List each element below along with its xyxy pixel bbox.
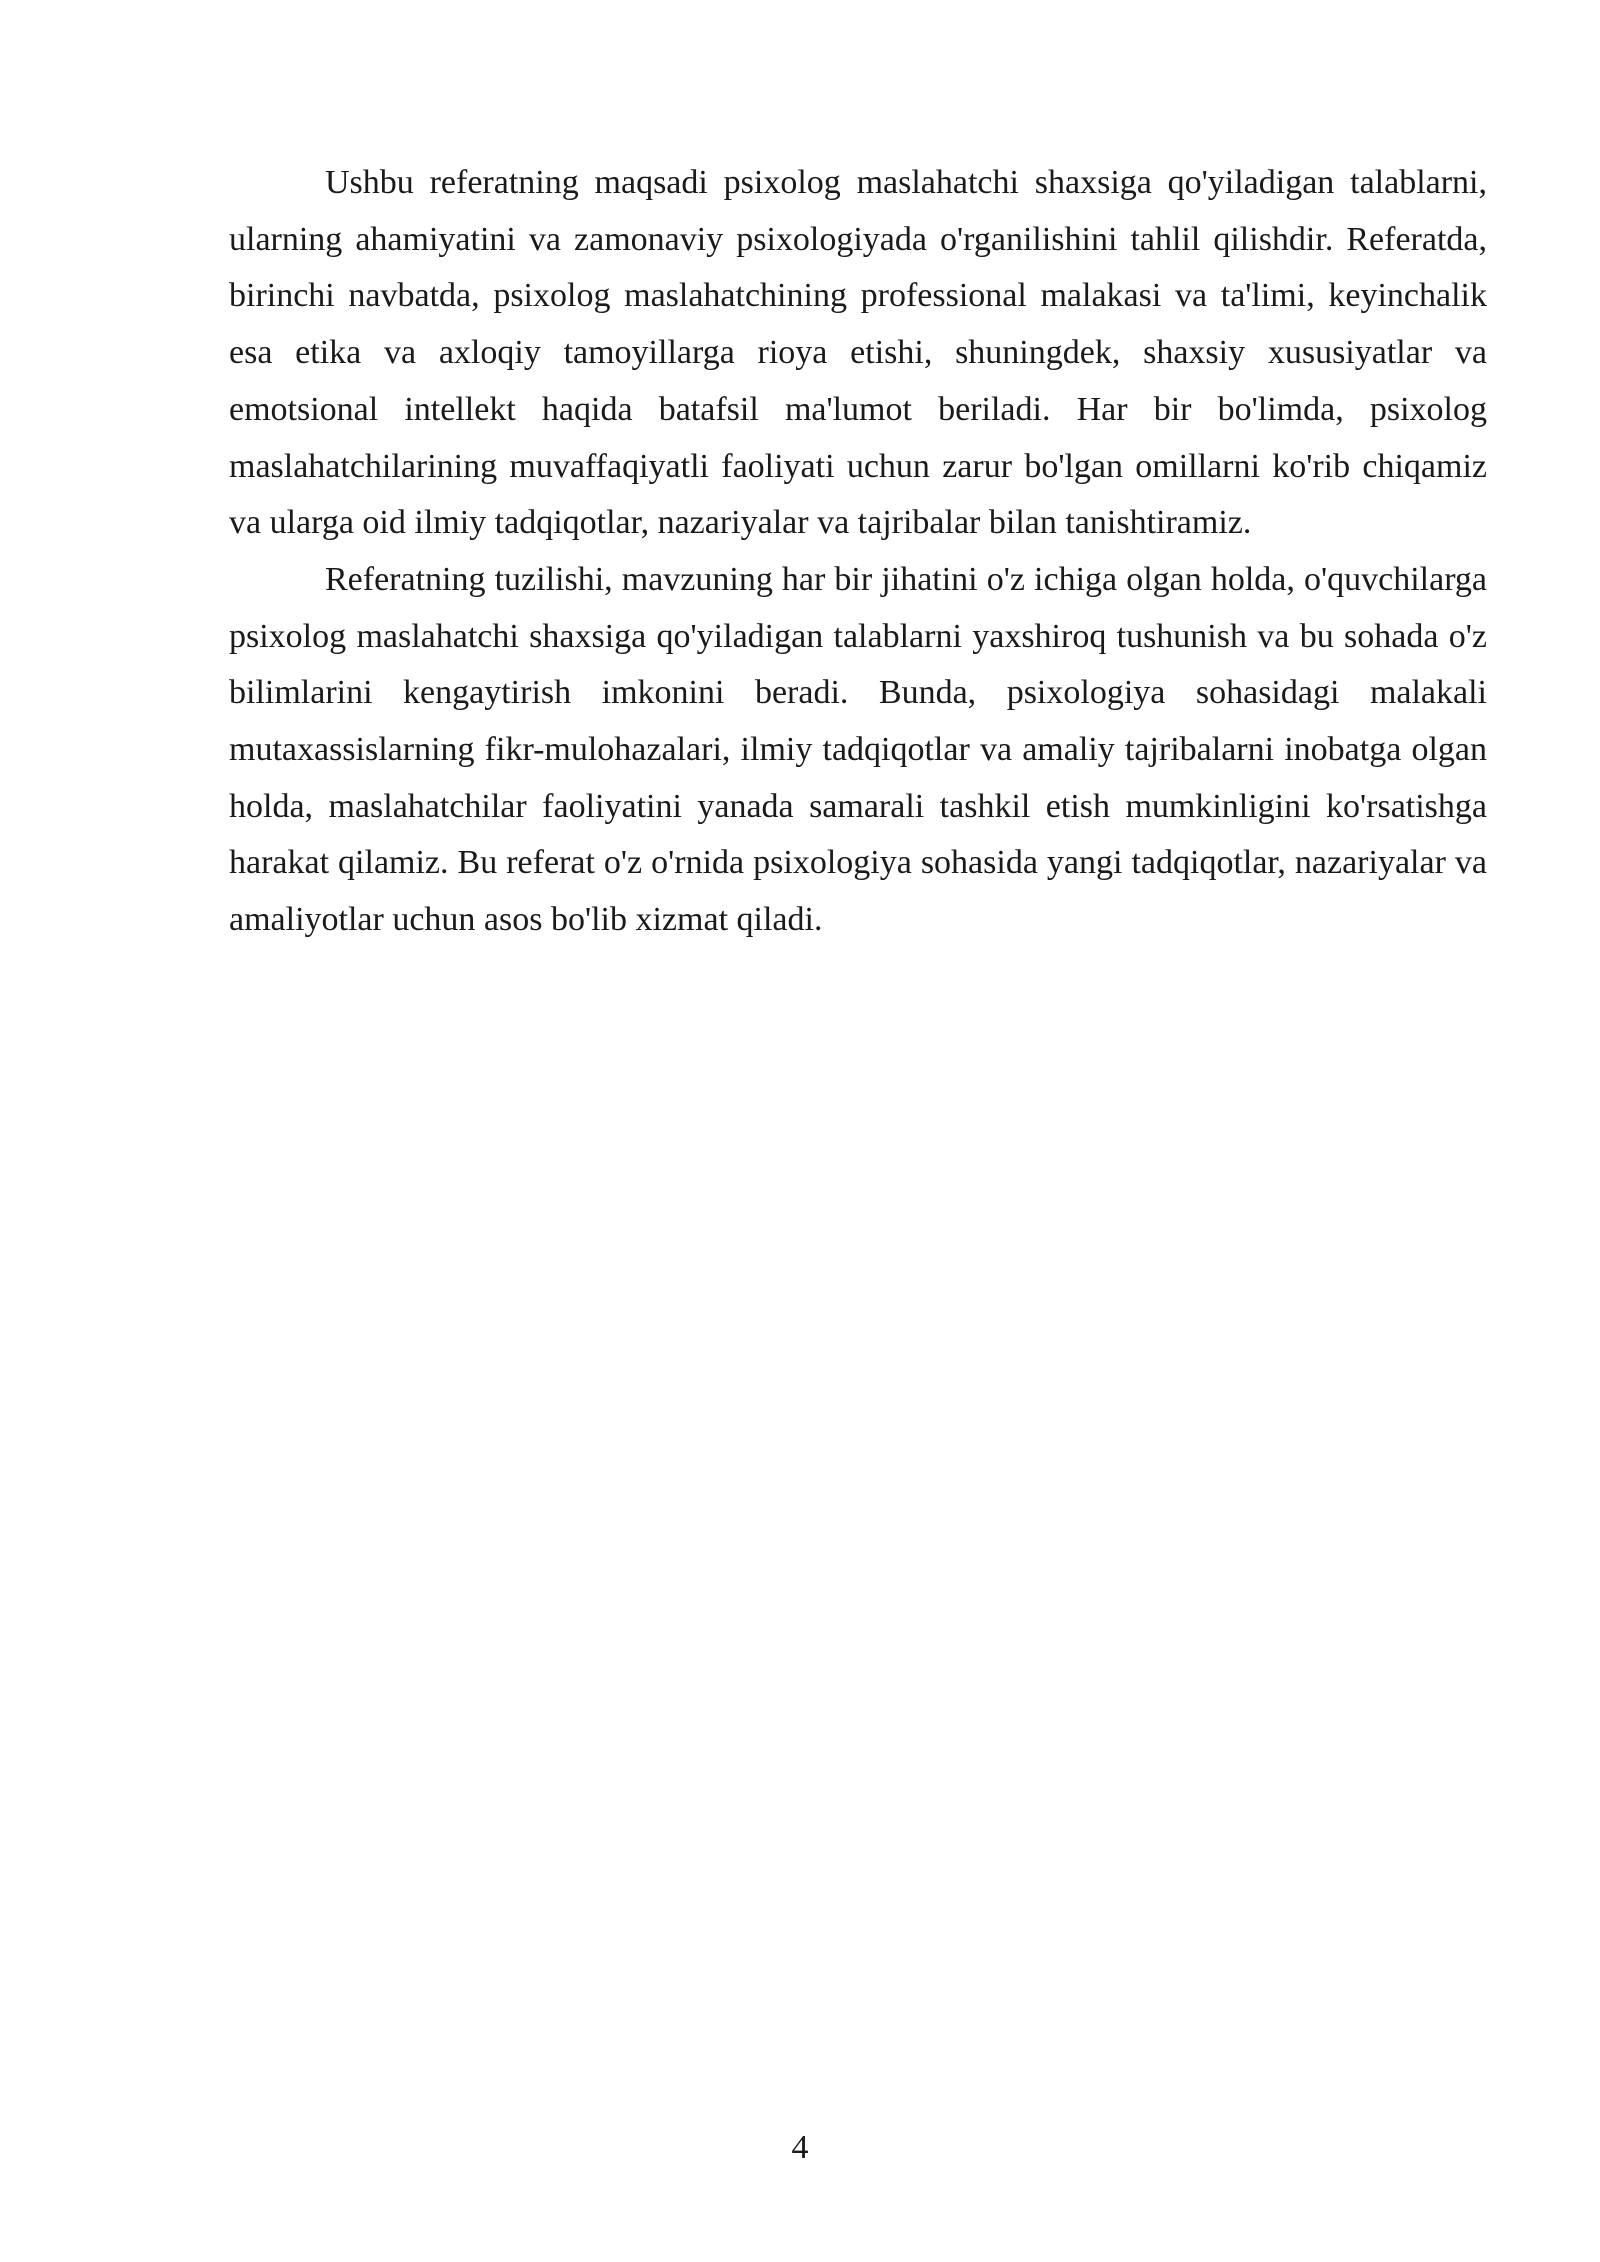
body-text <box>229 155 1487 949</box>
page-number: 4 <box>791 2129 809 2166</box>
paragraph-2: Referatning tuzilishi, mavzuning har bir jihatini o'z ichiga olgan holda, o'quvchilarga psixolog maslahatchi shaxsiga qo'yiladigan talablarni yaxshiroq tushunish va bu sohada o'z bilimlarini kengaytirish imkonini beradi. Bunda, psixologiya sohasidagi malakali mutaxassislarning fikr-mulohazalari, ilmiy tadqiqotlar va amaliy tajribalarni inobatga olgan holda, maslahatchilar faoliyatini yanada samarali tashkil etish mumkinligini ko'rsatishga harakat qilamiz. Bu referat o'z o'rnida psixologiya sohasida yangi tadqiqotlar, nazariyalar va amaliyotlar uchun asos bo'lib xizmat qiladi. <box>229 560 1487 939</box>
paragraph-1: Ushbu referatning maqsadi psixolog maslahatchi shaxsiga qo'yiladigan talablarni, ularning ahamiyatini va zamonaviy psixologiyada o'rganilishini tahlil qilishdir. Referatda, birinchi navbatda, psixolog maslahatchining professional malakasi va ta'limi, keyinchalik esa etika va axloqiy tamoyillarga rioya etishi, shuningdek, shaxsiy xususiyatlar va emotsional intellekt haqida batafsil ma'lumot beriladi. Har bir bo'limda, psixolog maslahatchilarining muvaffaqiyatli faoliyati uchun zarur bo'lgan omillarni ko'rib chiqamiz va ularga oid ilmiy tadqiqotlar, nazariyalar va tajribalar bilan tanishtiramiz. <box>229 164 1487 542</box>
